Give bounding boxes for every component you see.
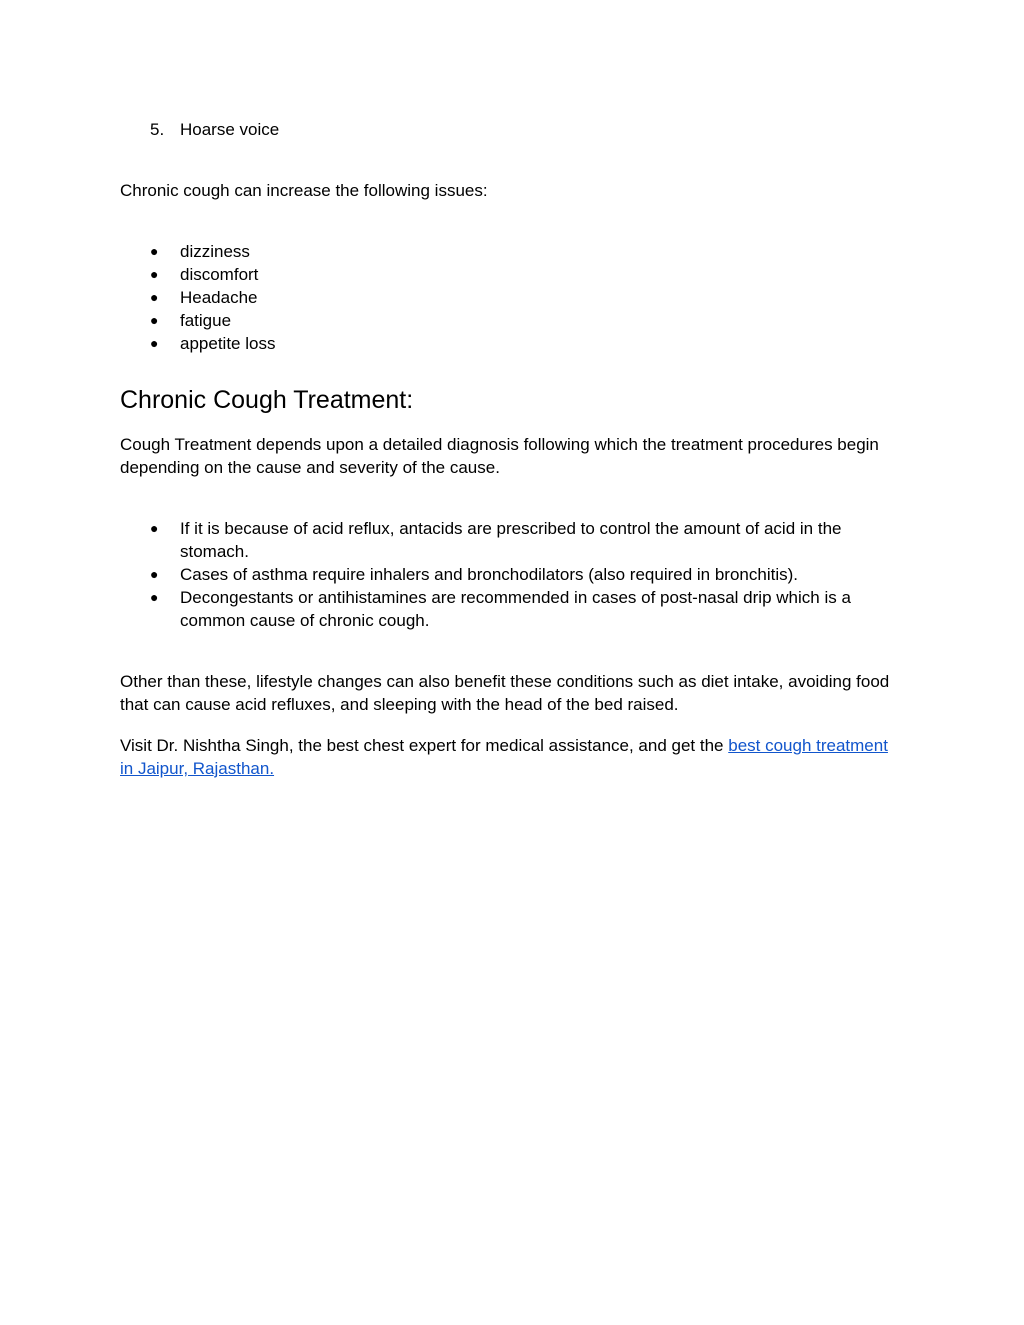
list-item-text: appetite loss <box>180 334 276 353</box>
bullet-icon: ● <box>150 335 159 351</box>
list-item-text: If it is because of acid reflux, antacids are prescribed to control the amount of acid in the stomach. <box>180 519 842 561</box>
list-item <box>120 563 890 586</box>
list-item <box>120 286 890 309</box>
cough-treatment-link[interactable]: best cough treatment in Jaipur, Rajasthan. <box>120 736 888 778</box>
visit-text: Visit Dr. Nishtha Singh, the best chest expert for medical assistance, and get the <box>120 736 729 755</box>
list-item <box>120 240 890 263</box>
visit-paragraph <box>120 734 890 780</box>
document-body <box>120 118 890 780</box>
list-item-text: Cases of asthma require inhalers and bronchodilators (also required in bronchitis). <box>180 565 798 584</box>
list-item-text: dizziness <box>180 242 250 261</box>
treatment-bullet-list <box>120 517 890 632</box>
issues-bullet-list <box>120 240 890 355</box>
lifestyle-paragraph: Other than these, lifestyle changes can also benefit these conditions such as diet intake, avoiding food that can cause acid refluxes, and sleeping with the head of the bed raised. <box>120 672 890 714</box>
bullet-icon: ● <box>150 520 159 536</box>
bullet-icon: ● <box>150 589 159 605</box>
bullet-icon: ● <box>150 243 159 259</box>
list-item-text: discomfort <box>180 265 259 284</box>
section-heading: Chronic Cough Treatment: <box>120 386 414 414</box>
list-item <box>120 517 890 563</box>
treatment-intro: Cough Treatment depends upon a detailed diagnosis following which the treatment procedures begin depending on the cause and severity of the cause. <box>120 435 879 477</box>
list-item <box>120 586 890 632</box>
list-item-text: fatigue <box>180 311 232 330</box>
bullet-icon: ● <box>150 566 159 582</box>
list-item-text: Headache <box>180 288 258 307</box>
bullet-icon: ● <box>150 312 159 328</box>
issues-intro: Chronic cough can increase the following issues: <box>120 181 488 200</box>
list-item-text: Hoarse voice <box>180 120 280 139</box>
list-item <box>120 309 890 332</box>
bullet-icon: ● <box>150 289 159 305</box>
bullet-icon: ● <box>150 266 159 282</box>
list-item-text: Decongestants or antihistamines are recommended in cases of post-nasal drip which is a common cause of chronic cough. <box>180 588 851 630</box>
list-number: 5. <box>150 120 165 139</box>
list-item <box>120 263 890 286</box>
list-item <box>120 118 890 141</box>
list-item <box>120 332 890 355</box>
symptoms-numbered-list <box>120 118 890 141</box>
